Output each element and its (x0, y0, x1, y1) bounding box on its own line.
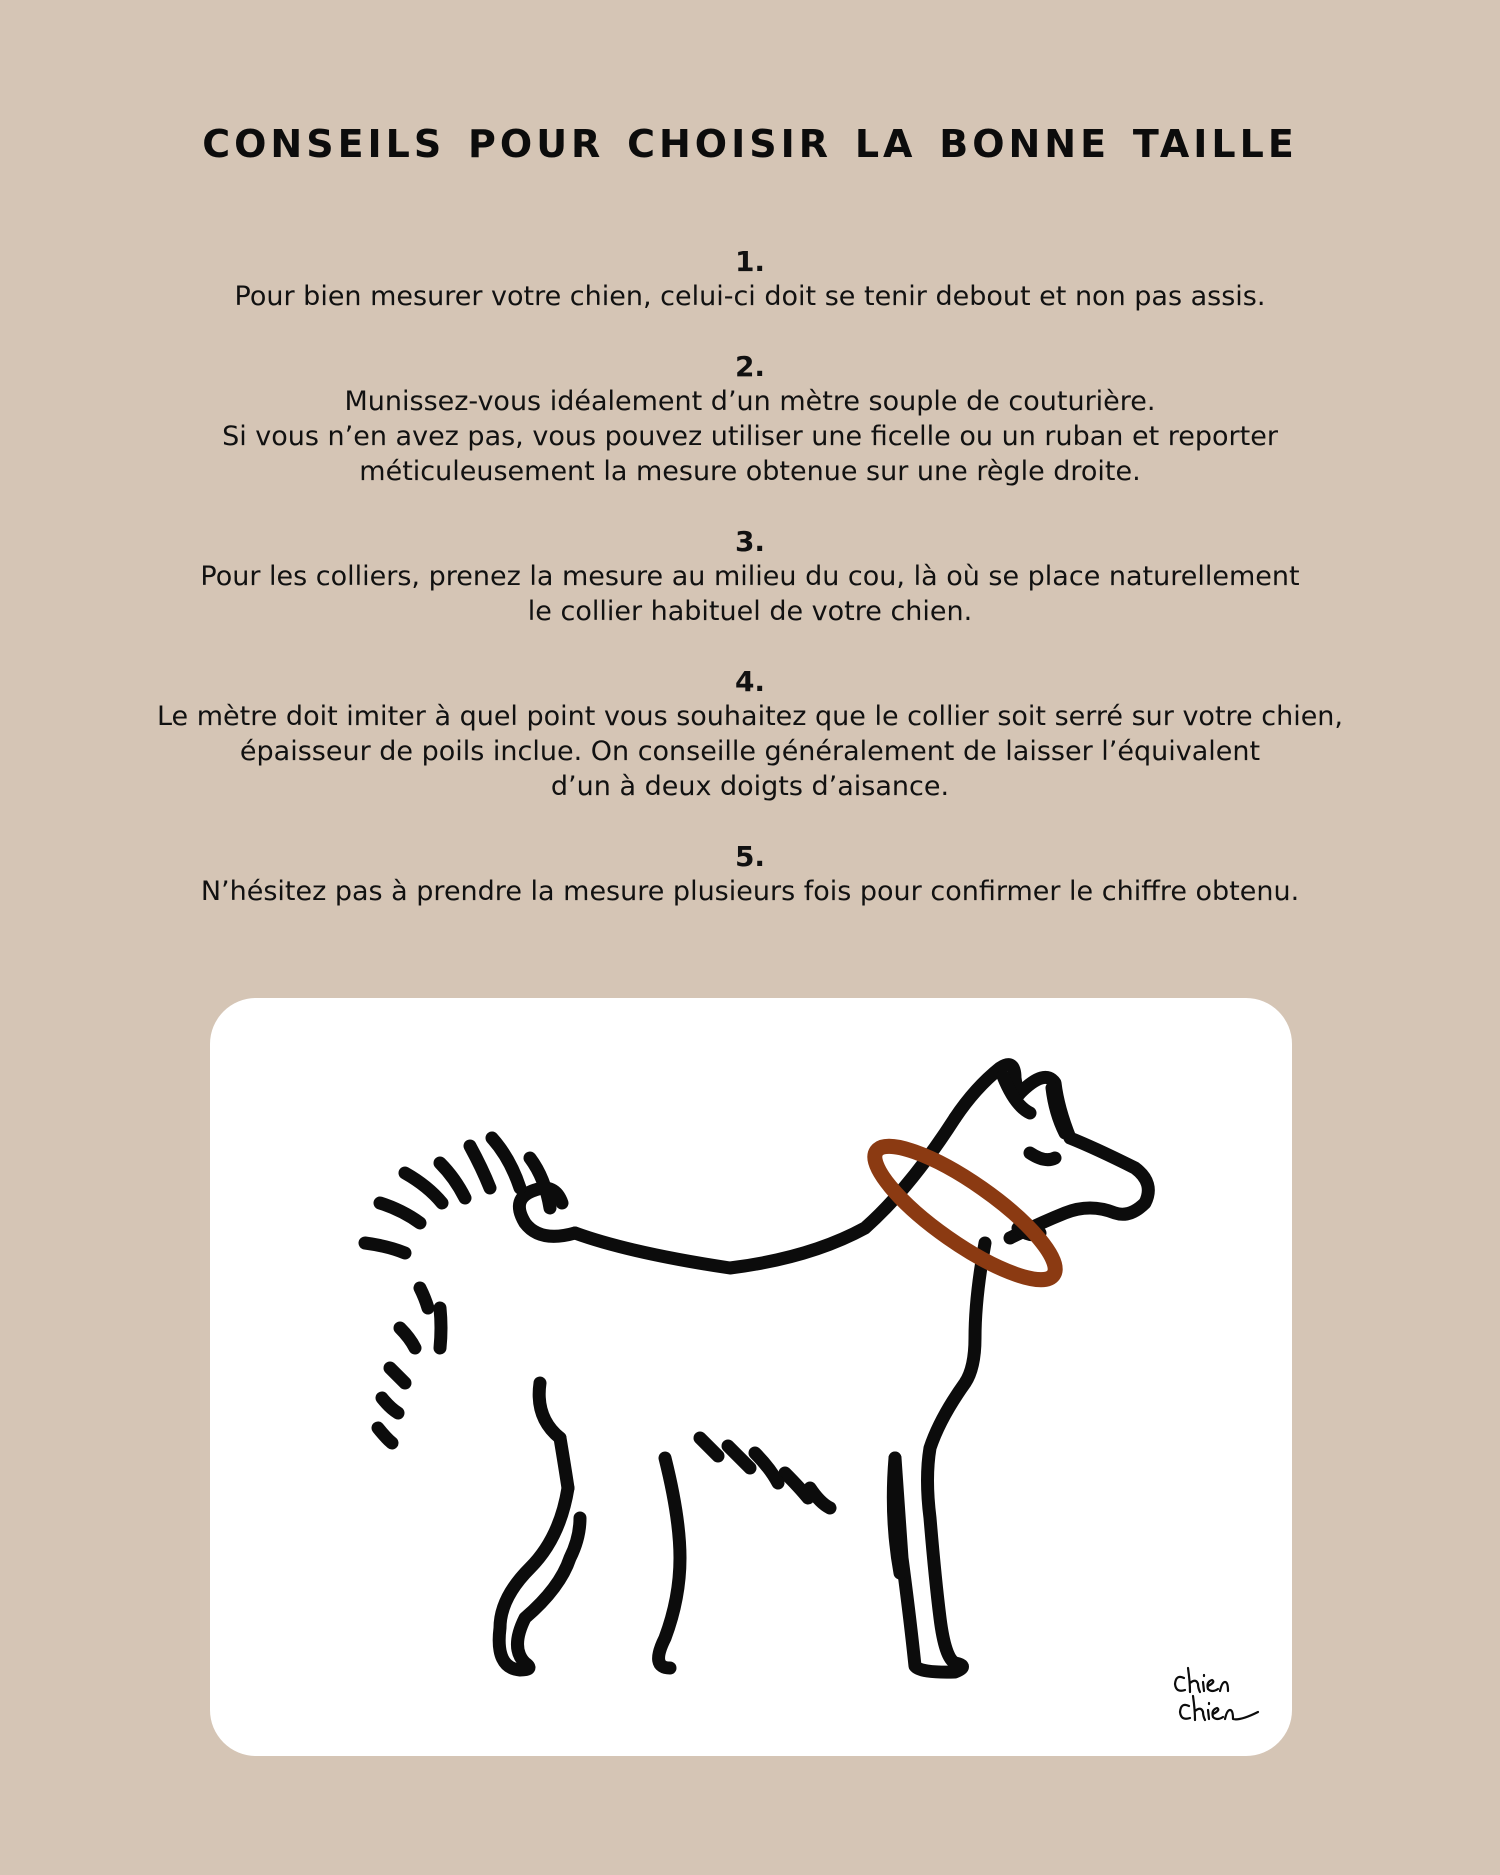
dog-front-leg (893, 1458, 900, 1573)
tips-list (100, 245, 1400, 945)
dog-chest (895, 1243, 985, 1672)
tip-1 (100, 245, 1400, 314)
page-title: conseils pour choisir la bonne taille (202, 107, 1298, 170)
tip-number: 5. (734, 840, 766, 873)
tip-text: N’hésitez pas à prendre la mesure plusieurs fois pour confirmer le chiffre obtenu. (200, 876, 1300, 907)
dog-tail-fur-1 (530, 1158, 550, 1208)
tip-text: Si vous n’en avez pas, vous pouvez utiliser une ficelle ou un ruban et reporter (222, 421, 1278, 452)
illustration-card (210, 998, 1292, 1756)
dog-tail-fur-4 (440, 1163, 465, 1198)
tip-text: le collier habituel de votre chien. (527, 596, 973, 627)
tip-number: 4. (734, 665, 766, 698)
tip-number: 2. (734, 350, 766, 383)
dog-fur-2 (400, 1328, 415, 1348)
dog-illustration (210, 998, 1292, 1756)
dog-belly (560, 1438, 568, 1488)
tip-3 (100, 525, 1400, 629)
dog-fur-5 (378, 1428, 392, 1443)
dog-belly-fur-5 (700, 1438, 718, 1456)
dog-belly-fur-3 (755, 1453, 778, 1483)
dog-belly-fur-4 (728, 1446, 750, 1468)
tip-2 (100, 350, 1400, 489)
tip-5 (100, 840, 1400, 909)
dog-belly-fur-2 (785, 1473, 808, 1498)
tip-4 (100, 665, 1400, 804)
dog-fur-6 (440, 1308, 441, 1348)
dog-tail-fur-5 (405, 1173, 442, 1203)
tip-text: Le mètre doit imiter à quel point vous souhaitez que le collier soit serré sur votre chien, (156, 701, 1344, 732)
tip-text: Pour les colliers, prenez la mesure au milieu du cou, là où se place naturellement (200, 561, 1300, 592)
tip-text: Pour bien mesurer votre chien, celui-ci doit se tenir debout et non pas assis. (234, 281, 1266, 312)
tip-number: 1. (734, 245, 766, 278)
tip-text: Munissez-vous idéalement d’un mètre souple de couturière. (344, 386, 1156, 417)
dog-tail-fur-6 (380, 1203, 420, 1223)
tip-text: d’un à deux doigts d’aisance. (550, 771, 950, 802)
dog-fur-1 (420, 1288, 428, 1308)
dog-eye (1030, 1153, 1055, 1160)
tip-text: épaisseur de poils inclue. On conseille généralement de laisser l’équivalent (239, 736, 1261, 767)
tip-text: méticuleusement la mesure obtenue sur une règle droite. (359, 456, 1141, 487)
dog-tail-fur-2 (492, 1138, 520, 1188)
tip-number: 3. (734, 525, 766, 558)
dog-rear-leg (659, 1458, 680, 1668)
dog-rump (539, 1383, 560, 1438)
dog-fur-4 (382, 1398, 398, 1413)
dog-fur-3 (390, 1368, 405, 1383)
dog-tail-fur-7 (365, 1243, 405, 1253)
dog-back-leg (499, 1488, 580, 1670)
chienchien-signature (1170, 1658, 1270, 1728)
dog-tail-fur-3 (470, 1146, 490, 1188)
